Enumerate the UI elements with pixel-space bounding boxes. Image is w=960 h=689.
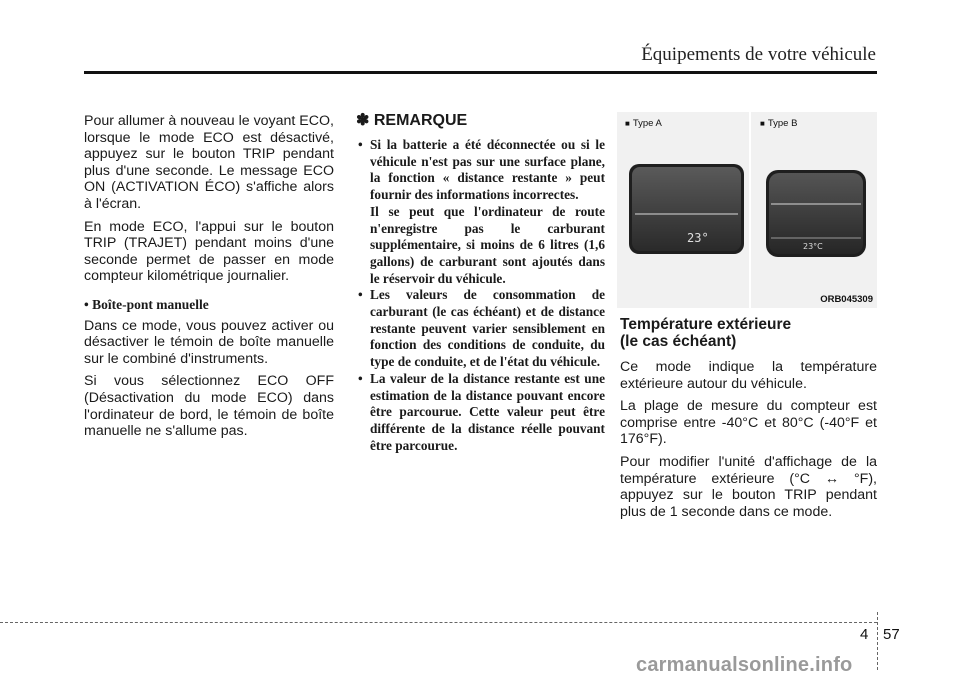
bullet: • bbox=[358, 137, 363, 152]
header-rule bbox=[84, 71, 877, 74]
panel-label-text: Type A bbox=[632, 118, 662, 129]
figure-code: ORB045309 bbox=[820, 294, 873, 305]
subheading: • Boîte-pont manuelle bbox=[84, 296, 209, 312]
subsection-title-line: (le cas échéant) bbox=[620, 333, 737, 350]
display-a-illustration bbox=[617, 112, 751, 308]
square-marker-icon: ■ bbox=[760, 119, 765, 128]
bullet: • bbox=[358, 370, 363, 386]
note-box bbox=[356, 110, 605, 454]
chapter-number: 4 bbox=[860, 626, 869, 643]
display-b-illustration bbox=[752, 112, 877, 308]
note-item-text: Les valeurs de consommation de carburant (le cas échéant) et de distance restante peuvent varier sensiblement en fonction des conditions de conduite, du type de conduite, et de l'état du véhicule. bbox=[370, 287, 605, 370]
note-item-text: La valeur de la distance restante est une estimation de la distance pouvant encore être parcourue. Cette valeur peut être différente de la distance réelle pouvant être parcourue. bbox=[370, 370, 605, 453]
temperature-readout: 23° bbox=[687, 231, 709, 245]
paragraph: Dans ce mode, vous pouvez activer ou désactiver le témoin de boîte manuelle sur le combiné d'instruments. bbox=[84, 317, 334, 367]
note-item bbox=[356, 371, 605, 455]
subsection-title-line: Température extérieure bbox=[620, 316, 792, 333]
paragraph: Si vous sélectionnez ECO OFF (Désactivation du mode ECO) dans l'ordinateur de bord, le témoin de boîte manuelle ne s'allume pas. bbox=[84, 373, 334, 440]
left-column bbox=[84, 113, 334, 446]
paragraph: Pour modifier l'unité d'affichage de la température extérieure (°C ↔ °F), appuyez sur le bouton TRIP pendant plus de 1 seconde dans ce mode. bbox=[620, 453, 877, 520]
subsection-title bbox=[620, 316, 877, 350]
footer-rule bbox=[0, 622, 877, 623]
note-item bbox=[356, 137, 605, 287]
paragraph: Ce mode indique la température extérieure autour du véhicule. bbox=[620, 359, 877, 392]
panel-type-b bbox=[752, 112, 877, 308]
bullet: • bbox=[358, 287, 363, 303]
temperature-readout: 23°C bbox=[803, 242, 823, 251]
panel-type-a bbox=[617, 112, 751, 308]
section-title: Équipements de votre véhicule bbox=[641, 44, 876, 65]
panel-label-text: Type B bbox=[767, 118, 798, 129]
note-list bbox=[356, 137, 605, 454]
right-column bbox=[620, 316, 877, 526]
note-title: ✽ REMARQUE bbox=[356, 112, 468, 129]
paragraph: La plage de mesure du compteur est comprise entre -40°C et 80°C (-40°F et 176°F). bbox=[620, 398, 877, 448]
note-item-text: Si la batterie a été déconnectée ou si le véhicule n'est pas sur une surface plane, la fonction « distance restante » peut fournir des informations incorrectes. bbox=[370, 137, 605, 203]
square-marker-icon: ■ bbox=[625, 119, 630, 128]
note-item bbox=[356, 287, 605, 371]
page-number: 57 bbox=[883, 626, 900, 643]
note-item-text: Il se peut que l'ordinateur de route n'enregistre pas le carburant supplémentaire, si moins de 6 litres (1,6 gallons) de carburant sont ajoutés dans le réservoir du véhicule. bbox=[370, 203, 605, 286]
footer-separator bbox=[877, 612, 878, 670]
cluster-display-figure bbox=[617, 112, 877, 308]
paragraph: En mode ECO, l'appui sur le bouton TRIP (TRAJET) pendant moins d'une seconde permet de passer en mode compteur kilométrique journalier. bbox=[84, 218, 334, 285]
paragraph: Pour allumer à nouveau le voyant ECO, lorsque le mode ECO est désactivé, appuyez sur le bouton TRIP pendant plus d'une seconde. Le message ECO ON (ACTIVATION ÉCO) s'affiche alors à l'écran. bbox=[84, 113, 334, 212]
watermark: carmanualsonline.info bbox=[636, 654, 853, 676]
